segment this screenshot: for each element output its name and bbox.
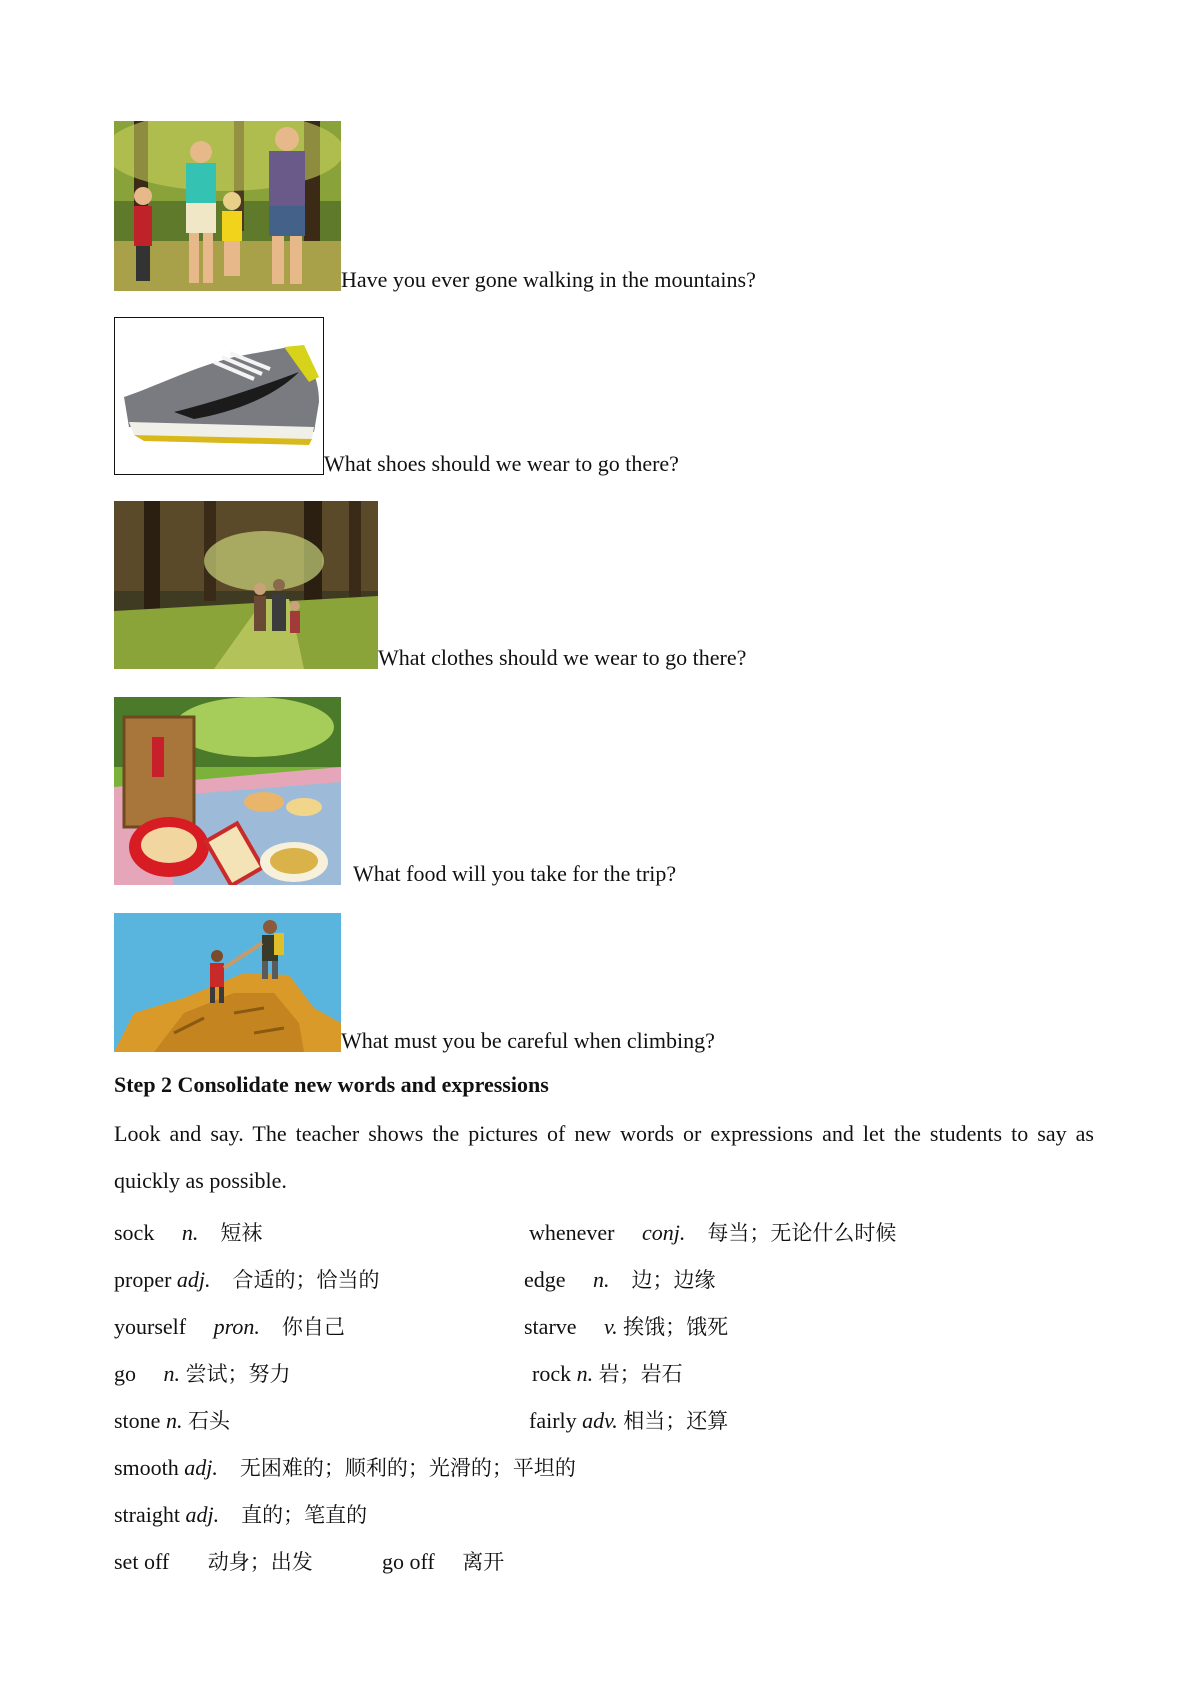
vocab-meaning: 短袜 — [220, 1221, 263, 1245]
vocab-meaning: 岩；岩石 — [598, 1362, 683, 1386]
vocab-pos: pron. — [213, 1314, 260, 1339]
question-row-4 — [114, 697, 676, 885]
vocab-sock — [114, 1217, 262, 1247]
question-row-1 — [114, 121, 756, 291]
vocab-meaning: 每当；无论什么时候 — [707, 1221, 897, 1245]
vocab-smooth — [114, 1452, 576, 1482]
vocab-meaning: 尝试；努力 — [185, 1362, 291, 1386]
vocab-go — [114, 1358, 291, 1388]
sneaker-photo — [114, 317, 324, 475]
step2-heading: Step 2 Consolidate new words and expressions — [114, 1072, 549, 1097]
vocab-meaning: 无困难的；顺利的；光滑的；平坦的 — [239, 1456, 576, 1480]
vocab-word: edge — [524, 1267, 566, 1292]
vocab-pos: n. — [181, 1220, 199, 1245]
vocab-edge — [524, 1264, 716, 1294]
vocab-meaning: 直的；笔直的 — [241, 1503, 368, 1527]
vocab-pos: adj. — [184, 1455, 218, 1480]
question-1: Have you ever gone walking in the mountains? — [341, 267, 756, 292]
question-4: What food will you take for the trip? — [353, 861, 677, 886]
vocab-fairly — [529, 1405, 728, 1435]
vocab-pos: adv. — [582, 1408, 618, 1433]
vocab-word: fairly — [529, 1408, 577, 1433]
vocab-word: go — [114, 1361, 136, 1386]
vocab-yourself — [114, 1311, 345, 1341]
question-5: What must you be careful when climbing? — [341, 1028, 715, 1053]
vocab-word: whenever — [529, 1220, 615, 1245]
family-walking-photo — [114, 121, 341, 291]
vocab-word: set off — [114, 1549, 170, 1574]
vocab-straight — [114, 1499, 367, 1529]
vocab-word: yourself — [114, 1314, 187, 1339]
vocab-word: sock — [114, 1220, 155, 1245]
question-2: What shoes should we wear to go there? — [324, 451, 679, 476]
vocab-meaning: 相当；还算 — [623, 1409, 729, 1433]
vocab-word: starve — [524, 1314, 577, 1339]
vocab-pos: n. — [576, 1361, 594, 1386]
vocab-pos: conj. — [642, 1220, 686, 1245]
rock-climbing-photo — [114, 913, 341, 1052]
vocab-word: smooth — [114, 1455, 179, 1480]
vocab-pos: n. — [165, 1408, 183, 1433]
vocab-pos: adj. — [176, 1267, 211, 1292]
vocab-set-off — [114, 1546, 313, 1576]
vocab-word: go off — [382, 1549, 435, 1574]
vocab-pos: n. — [593, 1267, 610, 1292]
vocab-meaning: 你自己 — [281, 1315, 345, 1339]
vocab-rock — [532, 1358, 683, 1388]
picnic-food-photo — [114, 697, 341, 885]
vocab-go-off — [382, 1546, 504, 1576]
vocab-word: rock — [532, 1361, 572, 1386]
question-row-5 — [114, 913, 715, 1052]
vocab-meaning: 合适的；恰当的 — [232, 1268, 380, 1292]
vocab-meaning: 石头 — [187, 1409, 230, 1433]
vocab-proper — [114, 1264, 380, 1294]
vocab-meaning: 挨饿；饿死 — [623, 1315, 729, 1339]
vocab-word: straight — [114, 1502, 180, 1527]
vocab-meaning: 动身；出发 — [207, 1550, 313, 1574]
vocab-meaning: 离开 — [462, 1550, 505, 1574]
question-row-2 — [114, 317, 679, 475]
step2-instruction: Look and say. The teacher shows the pictures of new words or expressions and let the students to say as quickly as possible. — [114, 1121, 1094, 1193]
vocab-pos: v. — [604, 1314, 618, 1339]
question-row-3 — [114, 501, 746, 669]
vocab-whenever — [529, 1217, 896, 1247]
vocab-starve — [524, 1311, 728, 1341]
vocab-meaning: 边；边缘 — [631, 1268, 716, 1292]
question-3: What clothes should we wear to go there? — [378, 645, 747, 670]
vocab-word: stone — [114, 1408, 161, 1433]
vocab-stone — [114, 1405, 230, 1435]
family-in-park-photo — [114, 501, 378, 669]
vocab-pos: n. — [163, 1361, 180, 1386]
vocab-word: proper — [114, 1267, 172, 1292]
vocab-pos: adj. — [185, 1502, 220, 1527]
